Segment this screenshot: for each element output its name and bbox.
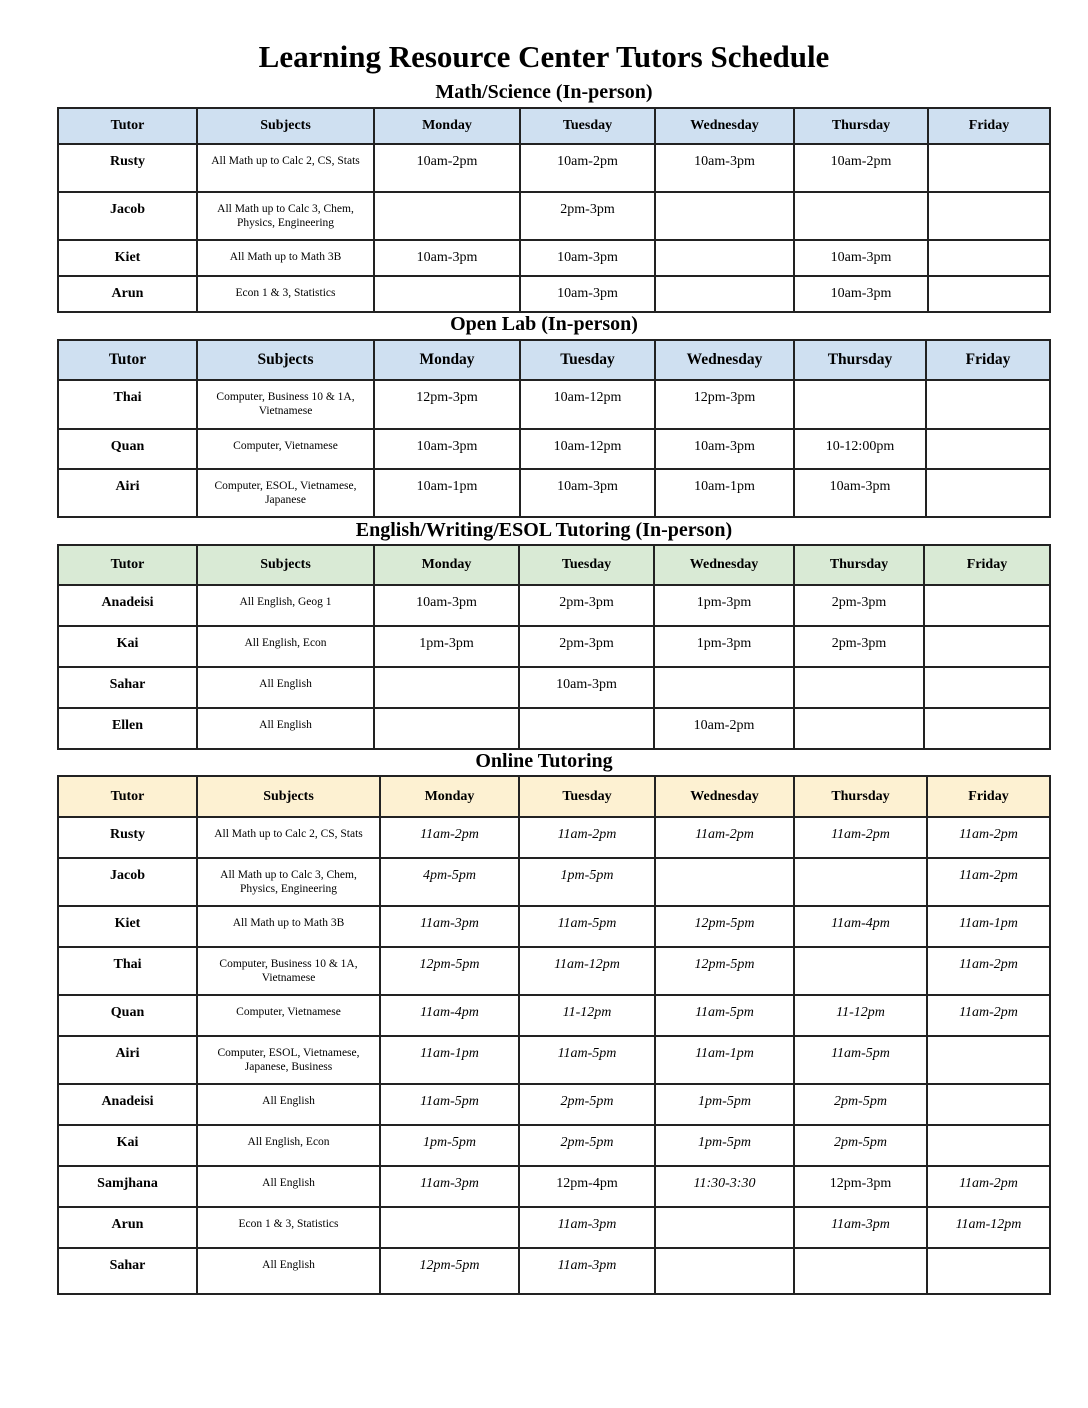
tutor-cell: Thai [58, 380, 197, 429]
header-tutor: Tutor [58, 108, 197, 144]
table-row [58, 995, 1050, 1036]
time-cell-friday [928, 276, 1050, 312]
table-row [58, 1248, 1050, 1294]
header-thursday: Thursday [794, 545, 924, 585]
time-cell-wednesday: 11am-5pm [655, 995, 794, 1036]
subjects-cell: All English, Econ [197, 626, 374, 667]
table-row [58, 667, 1050, 708]
time-cell-tuesday: 11am-2pm [519, 817, 655, 858]
time-cell-friday [926, 429, 1050, 469]
header-friday: Friday [924, 545, 1050, 585]
table-row [58, 144, 1050, 192]
subjects-cell: Computer, Business 10 & 1A, Vietnamese [197, 380, 374, 429]
tutor-cell: Rusty [58, 144, 197, 192]
time-cell-thursday [794, 667, 924, 708]
header-tuesday: Tuesday [519, 545, 654, 585]
table-row [58, 469, 1050, 517]
tutor-cell: Kiet [58, 906, 197, 947]
header-wednesday: Wednesday [655, 776, 794, 817]
time-cell-friday: 11am-2pm [927, 858, 1050, 906]
header-wednesday: Wednesday [655, 340, 794, 380]
time-cell-tuesday: 12pm-4pm [519, 1166, 655, 1207]
header-tutor: Tutor [58, 340, 197, 380]
time-cell-monday: 11am-4pm [380, 995, 519, 1036]
time-cell-wednesday: 1pm-3pm [654, 626, 794, 667]
header-friday: Friday [927, 776, 1050, 817]
header-tuesday: Tuesday [520, 108, 655, 144]
time-cell-friday [924, 585, 1050, 626]
header-tuesday: Tuesday [519, 776, 655, 817]
table-row [58, 429, 1050, 469]
header-monday: Monday [374, 340, 520, 380]
time-cell-wednesday: 1pm-3pm [654, 585, 794, 626]
header-thursday: Thursday [794, 340, 926, 380]
time-cell-monday: 11am-3pm [380, 906, 519, 947]
subjects-cell: All English [197, 667, 374, 708]
time-cell-friday [927, 1125, 1050, 1166]
time-cell-tuesday: 11am-5pm [519, 906, 655, 947]
time-cell-wednesday [655, 240, 794, 276]
time-cell-wednesday: 1pm-5pm [655, 1125, 794, 1166]
header-monday: Monday [374, 108, 520, 144]
subjects-cell: Computer, Business 10 & 1A, Vietnamese [197, 947, 380, 995]
time-cell-friday: 11am-2pm [927, 1166, 1050, 1207]
header-subjects: Subjects [197, 776, 380, 817]
table-row [58, 380, 1050, 429]
time-cell-friday: 11am-2pm [927, 995, 1050, 1036]
header-wednesday: Wednesday [654, 545, 794, 585]
online-tutoring-table [57, 775, 1051, 1295]
section-title-math-science: Math/Science (In-person) [435, 81, 653, 103]
time-cell-monday: 10am-3pm [374, 429, 520, 469]
header-row [58, 545, 1050, 585]
table-row [58, 858, 1050, 906]
math-science-table [57, 107, 1051, 313]
table-row [58, 906, 1050, 947]
time-cell-thursday [794, 858, 927, 906]
subjects-cell: All English [197, 1166, 380, 1207]
time-cell-monday: 11am-2pm [380, 817, 519, 858]
time-cell-wednesday: 10am-1pm [655, 469, 794, 517]
header-subjects: Subjects [197, 340, 374, 380]
subjects-cell: All Math up to Math 3B [197, 240, 374, 276]
tutor-cell: Airi [58, 469, 197, 517]
tutor-cell: Jacob [58, 858, 197, 906]
time-cell-thursday: 11am-3pm [794, 1207, 927, 1248]
time-cell-wednesday: 12pm-5pm [655, 947, 794, 995]
tutor-cell: Airi [58, 1036, 197, 1084]
time-cell-monday [374, 192, 520, 240]
tutor-cell: Arun [58, 1207, 197, 1248]
time-cell-thursday: 10am-3pm [794, 276, 928, 312]
time-cell-friday [928, 192, 1050, 240]
header-monday: Monday [380, 776, 519, 817]
header-friday: Friday [926, 340, 1050, 380]
subjects-cell: Computer, Vietnamese [197, 429, 374, 469]
time-cell-thursday: 10am-3pm [794, 469, 926, 517]
time-cell-thursday: 2pm-5pm [794, 1084, 927, 1125]
tutor-cell: Anadeisi [58, 1084, 197, 1125]
table-row [58, 947, 1050, 995]
time-cell-wednesday: 11am-2pm [655, 817, 794, 858]
time-cell-thursday [794, 947, 927, 995]
tutor-cell: Jacob [58, 192, 197, 240]
time-cell-monday: 10am-1pm [374, 469, 520, 517]
subjects-cell: Computer, ESOL, Vietnamese, Japanese [197, 469, 374, 517]
subjects-cell: Econ 1 & 3, Statistics [197, 276, 374, 312]
subjects-cell: All English, Econ [197, 1125, 380, 1166]
table-row [58, 817, 1050, 858]
time-cell-tuesday: 2pm-3pm [520, 192, 655, 240]
time-cell-friday: 11am-12pm [927, 1207, 1050, 1248]
tutor-cell: Sahar [58, 1248, 197, 1294]
header-row [58, 108, 1050, 144]
time-cell-thursday: 2pm-5pm [794, 1125, 927, 1166]
time-cell-monday: 4pm-5pm [380, 858, 519, 906]
section-title-english-writing-esol: English/Writing/ESOL Tutoring (In-person) [355, 519, 733, 541]
time-cell-tuesday: 11-12pm [519, 995, 655, 1036]
time-cell-monday: 12pm-5pm [380, 1248, 519, 1294]
time-cell-tuesday: 10am-3pm [519, 667, 654, 708]
time-cell-thursday [794, 1248, 927, 1294]
time-cell-friday [926, 380, 1050, 429]
tutor-cell: Thai [58, 947, 197, 995]
table-row [58, 240, 1050, 276]
time-cell-tuesday: 11am-12pm [519, 947, 655, 995]
header-monday: Monday [374, 545, 519, 585]
time-cell-thursday: 10am-3pm [794, 240, 928, 276]
subjects-cell: All Math up to Math 3B [197, 906, 380, 947]
time-cell-thursday: 11am-5pm [794, 1036, 927, 1084]
time-cell-friday [927, 1248, 1050, 1294]
header-friday: Friday [928, 108, 1050, 144]
subjects-cell: All English [197, 708, 374, 749]
open-lab-table [57, 339, 1051, 518]
header-wednesday: Wednesday [655, 108, 794, 144]
time-cell-friday [924, 708, 1050, 749]
time-cell-tuesday: 10am-3pm [520, 469, 655, 517]
time-cell-thursday [794, 708, 924, 749]
time-cell-thursday [794, 380, 926, 429]
time-cell-thursday: 2pm-3pm [794, 585, 924, 626]
time-cell-monday: 10am-3pm [374, 240, 520, 276]
time-cell-wednesday: 11am-1pm [655, 1036, 794, 1084]
time-cell-wednesday [655, 1248, 794, 1294]
section-title-online-tutoring: Online Tutoring [475, 750, 613, 772]
header-thursday: Thursday [794, 776, 927, 817]
subjects-cell: All Math up to Calc 3, Chem, Physics, Engineering [197, 858, 380, 906]
header-subjects: Subjects [197, 108, 374, 144]
table-row [58, 1084, 1050, 1125]
tutor-cell: Samjhana [58, 1166, 197, 1207]
time-cell-tuesday: 11am-3pm [519, 1207, 655, 1248]
table-row [58, 708, 1050, 749]
time-cell-monday [374, 276, 520, 312]
time-cell-tuesday: 2pm-3pm [519, 585, 654, 626]
time-cell-wednesday [655, 276, 794, 312]
subjects-cell: Computer, Vietnamese [197, 995, 380, 1036]
header-thursday: Thursday [794, 108, 928, 144]
time-cell-monday: 10am-2pm [374, 144, 520, 192]
time-cell-monday [374, 708, 519, 749]
time-cell-tuesday [519, 708, 654, 749]
time-cell-thursday [794, 192, 928, 240]
time-cell-monday: 1pm-5pm [380, 1125, 519, 1166]
time-cell-friday [924, 667, 1050, 708]
time-cell-monday [380, 1207, 519, 1248]
english-writing-esol-table [57, 544, 1051, 750]
time-cell-tuesday: 1pm-5pm [519, 858, 655, 906]
time-cell-wednesday: 1pm-5pm [655, 1084, 794, 1125]
subjects-cell: All English, Geog 1 [197, 585, 374, 626]
time-cell-monday: 11am-1pm [380, 1036, 519, 1084]
time-cell-friday [928, 240, 1050, 276]
time-cell-wednesday: 11:30-3:30 [655, 1166, 794, 1207]
time-cell-tuesday: 11am-5pm [519, 1036, 655, 1084]
header-tutor: Tutor [58, 776, 197, 817]
time-cell-monday: 11am-3pm [380, 1166, 519, 1207]
time-cell-friday [927, 1084, 1050, 1125]
time-cell-friday: 11am-2pm [927, 817, 1050, 858]
subjects-cell: All English [197, 1084, 380, 1125]
time-cell-tuesday: 10am-12pm [520, 380, 655, 429]
time-cell-thursday: 11am-2pm [794, 817, 927, 858]
time-cell-monday [374, 667, 519, 708]
time-cell-thursday: 12pm-3pm [794, 1166, 927, 1207]
table-row [58, 1166, 1050, 1207]
subjects-cell: All Math up to Calc 2, CS, Stats [197, 144, 374, 192]
time-cell-tuesday: 2pm-5pm [519, 1084, 655, 1125]
time-cell-wednesday: 10am-3pm [655, 429, 794, 469]
time-cell-friday [927, 1036, 1050, 1084]
time-cell-wednesday [655, 858, 794, 906]
tutor-cell: Rusty [58, 817, 197, 858]
tutor-cell: Arun [58, 276, 197, 312]
table-row [58, 1207, 1050, 1248]
header-row [58, 340, 1050, 380]
time-cell-wednesday: 12pm-5pm [655, 906, 794, 947]
time-cell-wednesday: 10am-2pm [654, 708, 794, 749]
tutor-cell: Quan [58, 995, 197, 1036]
time-cell-friday [928, 144, 1050, 192]
time-cell-wednesday: 12pm-3pm [655, 380, 794, 429]
time-cell-tuesday: 10am-3pm [520, 276, 655, 312]
time-cell-wednesday: 10am-3pm [655, 144, 794, 192]
header-tuesday: Tuesday [520, 340, 655, 380]
time-cell-thursday: 10-12:00pm [794, 429, 926, 469]
subjects-cell: Econ 1 & 3, Statistics [197, 1207, 380, 1248]
tutor-cell: Kai [58, 626, 197, 667]
table-row [58, 1125, 1050, 1166]
table-row [58, 276, 1050, 312]
tutor-cell: Anadeisi [58, 585, 197, 626]
subjects-cell: All Math up to Calc 2, CS, Stats [197, 817, 380, 858]
time-cell-tuesday: 10am-3pm [520, 240, 655, 276]
time-cell-thursday: 11-12pm [794, 995, 927, 1036]
time-cell-monday: 12pm-5pm [380, 947, 519, 995]
tutor-cell: Kiet [58, 240, 197, 276]
subjects-cell: Computer, ESOL, Vietnamese, Japanese, Business [197, 1036, 380, 1084]
tutor-cell: Ellen [58, 708, 197, 749]
time-cell-thursday: 2pm-3pm [794, 626, 924, 667]
time-cell-tuesday: 10am-12pm [520, 429, 655, 469]
table-row [58, 192, 1050, 240]
page-title: Learning Resource Center Tutors Schedule [258, 39, 830, 74]
time-cell-monday: 12pm-3pm [374, 380, 520, 429]
subjects-cell: All Math up to Calc 3, Chem, Physics, Engineering [197, 192, 374, 240]
time-cell-tuesday: 11am-3pm [519, 1248, 655, 1294]
table-row [58, 585, 1050, 626]
tutor-cell: Kai [58, 1125, 197, 1166]
time-cell-monday: 1pm-3pm [374, 626, 519, 667]
header-subjects: Subjects [197, 545, 374, 585]
time-cell-wednesday [655, 1207, 794, 1248]
time-cell-tuesday: 2pm-3pm [519, 626, 654, 667]
time-cell-monday: 11am-5pm [380, 1084, 519, 1125]
tutor-cell: Quan [58, 429, 197, 469]
time-cell-thursday: 10am-2pm [794, 144, 928, 192]
time-cell-tuesday: 2pm-5pm [519, 1125, 655, 1166]
time-cell-friday: 11am-1pm [927, 906, 1050, 947]
time-cell-monday: 10am-3pm [374, 585, 519, 626]
tutor-cell: Sahar [58, 667, 197, 708]
section-title-open-lab: Open Lab (In-person) [450, 313, 638, 335]
time-cell-wednesday [654, 667, 794, 708]
time-cell-wednesday [655, 192, 794, 240]
time-cell-friday [926, 469, 1050, 517]
table-row [58, 1036, 1050, 1084]
table-row [58, 626, 1050, 667]
time-cell-tuesday: 10am-2pm [520, 144, 655, 192]
header-row [58, 776, 1050, 817]
time-cell-friday: 11am-2pm [927, 947, 1050, 995]
subjects-cell: All English [197, 1248, 380, 1294]
time-cell-thursday: 11am-4pm [794, 906, 927, 947]
header-tutor: Tutor [58, 545, 197, 585]
time-cell-friday [924, 626, 1050, 667]
